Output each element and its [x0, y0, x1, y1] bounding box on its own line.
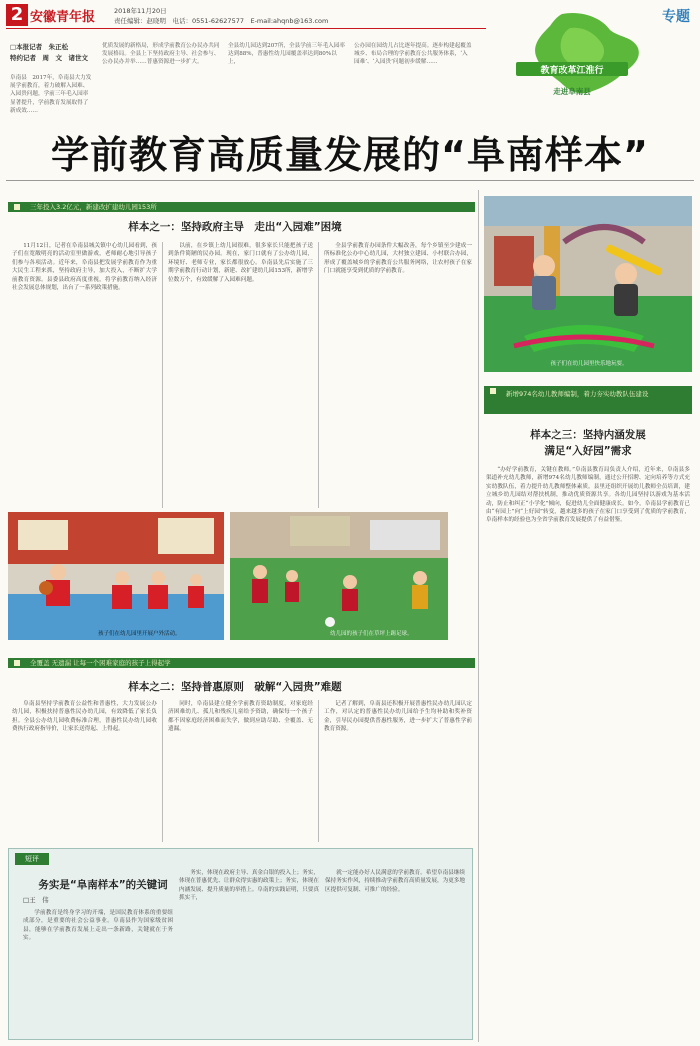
commentary-paragraph: 就一定能办好人民满意的学前教育。希望阜南县继续保持务实作风，持续推动学前教育高质量发展，为更多地区提供可复制、可推广的经验。: [325, 870, 465, 893]
section-2-column-2: [168, 700, 313, 842]
paper-name: 安徽青年报: [30, 10, 96, 25]
intro-lead: 阜南县 2017年，阜南县大力发展学前教育，着力破解入园难、入园贵问题，学前三年毛入园率显著提升，学前教育发展取得了新成效……: [10, 75, 92, 114]
photo-basketball: [8, 512, 224, 640]
photo-basketball-caption: 孩子们在幼儿园里开展户外活动。: [98, 631, 181, 637]
commentary-author: □王 伟: [23, 896, 49, 904]
column-divider: [162, 242, 163, 508]
commentary-paragraph: 学前教育是终身学习的开端，是国民教育体系的重要组成部分，是重要的社会公益事业。阜南县作为国家级贫困县，能够在学前教育发展上走出一条新路，关键就在于务实。: [23, 910, 173, 942]
section-2-column-3: [324, 700, 472, 842]
section-1-paragraph: 以前，在乡镇上幼儿园很难，很多家长只能把孩子送到条件简陋的民办园。现在，家门口就有了公办幼儿园，环境好、老师专业，家长都很放心。阜南县先后实施了三期学前教育行动计划，新建、改扩建幼儿园153所，新增学位数万个，有效缓解了入园难问题。: [168, 243, 313, 283]
section-2-paragraph: 记者了解到，阜南县还积极开展普惠性民办幼儿园认定工作，对认定的普惠性民办幼儿园给予生均补助和奖补资金，引导民办园提供普惠性服务，进一步扩大了普惠性学前教育资源。: [324, 701, 472, 733]
section-3-subhead-2: 满足“入好园”需求: [544, 445, 632, 457]
commentary-column-1: [23, 909, 173, 1033]
commentary-column-3: [325, 869, 465, 1033]
section-1-column-3: [324, 242, 472, 508]
photo-playground-caption: 孩子们在幼儿园里快乐地玩耍。: [550, 361, 628, 367]
intro-block: [10, 42, 472, 114]
date-line: [114, 6, 328, 26]
topic-logo-subtitle: 走进阜南县: [553, 87, 591, 96]
section-1-column-1: [12, 242, 157, 508]
commentary-title: 务实是“阜南样本”的关键词: [38, 879, 168, 891]
photo-playground: [484, 196, 692, 372]
section-2-paragraph: 同时，阜南县建立健全学前教育资助制度，对家庭经济困难幼儿、孤儿和残疾儿童给予资助，确保每一个孩子都不因家庭经济困难而失学，做到应助尽助、全覆盖、无遗漏。: [168, 701, 313, 733]
section-1-paragraph: 11月12日，记者在阜南县城关镇中心幼儿园看到，孩子们在宽敞明亮的活动室里做游戏，老师耐心地引导孩子们参与各项活动。近年来，阜南县把发展学前教育作为重大民生工程来抓，坚持政府主导，加大投入，不断扩大学前教育资源。县委县政府高度重视，将学前教育纳入经济社会发展总体规划，出台了一系列政策措施。: [12, 243, 157, 292]
bylines: [10, 42, 95, 64]
photo-football-caption: 幼儿园的孩子们在草坪上踢足球。: [330, 631, 413, 637]
section-3-band: 新增974名幼儿教师编制，着力夯实幼教队伍建设: [484, 386, 692, 414]
intro-column-2: 优质发展的新格局，形成学前教育公办民办共同发展格局。全县上下坚持政府主导、社会参与、公办民办并举……普惠资源进一步扩大。: [102, 43, 220, 66]
page-number: 2: [6, 4, 28, 26]
commentary-box: [8, 848, 473, 1040]
intro-column-3: 全县幼儿园达到207所，全县学前三年毛入园率达到88%，普惠性幼儿园覆盖率达到80%以上，: [228, 43, 345, 66]
topic-logo-title: 教育改革江淮行: [540, 66, 604, 76]
commentary-tag: 短评: [15, 853, 49, 865]
football-image: [230, 512, 448, 640]
section-2-subhead: 样本之二：坚持普惠原则 破解“入园贵”难题: [128, 681, 342, 693]
right-column-divider: [478, 190, 479, 1042]
section-2-paragraph: 阜南县坚持学前教育公益性和普惠性，大力发展公办幼儿园，积极扶持普惠性民办幼儿园，有效降低了家长负担。全县公办幼儿园收费标准合理，普惠性民办幼儿园收费执行政府指导价，让家长送得起、上得起。: [12, 701, 157, 733]
intro-column-4: 公办园在园幼儿占比逐年提高。逐步构建起覆盖城乡、布局合理的学前教育公共服务体系，‘入园难’、‘入园贵’问题初步缓解……: [354, 43, 472, 66]
masthead-divider: [6, 28, 486, 29]
publication-date: 2018年11月20日: [114, 7, 167, 15]
section-1-band: 三年投入3.2亿元，新建改扩建幼儿园153所: [8, 202, 475, 212]
section-3-paragraph: “办好学前教育，关键在教师。”阜南县教育局负责人介绍，近年来，阜南县多渠道补充幼儿教师，新增974名幼儿教师编制，通过公开招聘、定向培养等方式充实幼教队伍，着力提升幼儿教师整体素质。县里还组织开展幼儿教师全员培训，建立城乡幼儿园结对帮扶机制，推动优质资源共享。各幼儿园坚持以游戏为基本活动，防止和纠正“小学化”倾向，促进幼儿全面健康成长。如今，阜南县学前教育已由“有园上”向“上好园”转变，越来越多的孩子在家门口享受到了优质的学前教育，阜南样本的经验也为全省学前教育发展提供了有益借鉴。: [486, 467, 690, 524]
correspondent-byline: 特约记者 周 文 诸世文: [10, 54, 88, 62]
section-2-band: 全覆盖 无遗漏 让每一个困难家庭的孩子上得起学: [8, 658, 475, 668]
topic-logo: [492, 8, 652, 103]
commentary-paragraph: 务实，体现在政府主导、真金白银的投入上；务实，体现在普惠优先、让群众得实惠的政策上；务实，体现在内涵发展、提升质量的举措上。阜南的实践证明，只要真抓实干，: [179, 870, 319, 902]
section-3-column: [486, 466, 690, 1040]
photo-football: [230, 512, 448, 640]
section-tag: 专题: [662, 9, 690, 25]
section-1-column-2: [168, 242, 313, 508]
basketball-image: [8, 512, 224, 640]
editor-line: 责任编辑：赵晓明 电话：0551-62627577 E-mail:ahqnb@163.com: [114, 17, 329, 25]
column-divider: [318, 700, 319, 842]
reporter-byline: □本报记者 朱正松: [10, 43, 69, 51]
headline-divider: [6, 180, 694, 181]
column-divider: [318, 242, 319, 508]
section-3-subhead-1: 样本之三：坚持内涵发展: [530, 429, 646, 441]
section-1-subhead: 样本之一：坚持政府主导 走出“入园难”困境: [128, 221, 342, 233]
commentary-column-2: [179, 869, 319, 1033]
playground-image: [484, 196, 692, 372]
section-2-column-1: [12, 700, 157, 842]
section-1-paragraph: 全县学前教育办园条件大幅改善，每个乡镇至少建成一所标准化公办中心幼儿园，大村独立建园、小村联合办园，形成了覆盖城乡的学前教育公共服务网络，让农村孩子在家门口就能享受到优质的学前教育。: [324, 243, 472, 275]
page-headline: 学前教育高质量发展的“阜南样本”: [51, 133, 649, 177]
column-divider: [162, 700, 163, 842]
